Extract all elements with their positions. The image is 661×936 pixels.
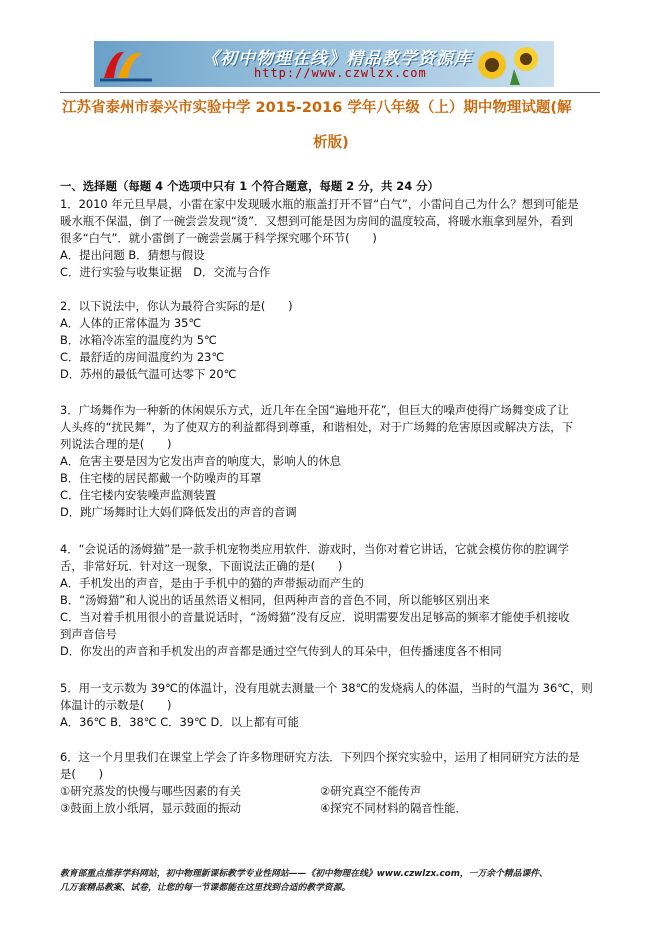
header-divider [60,92,600,93]
logo-icon [98,44,156,84]
q1-option-ab: A．提出问题 B．猜想与假设 [60,248,205,262]
q6-option-1: ①研究蒸发的快慢与哪些因素的有关 [60,784,242,798]
q6-option-2: ②研究真空不能传声 [320,784,422,798]
q4-option-c-line1: C．当对着手机用很小的音量说话时，“汤姆猫”没有反应．说明需要发出足够高的频率才能使手机接收 [60,610,570,624]
q1-line1: 1．2010 年元旦早晨，小雷在家中发现暖水瓶的瓶盖打开不冒“白气”，小雷问自己为什么？想到可能是 [60,197,579,211]
q2-option-a: A．人体的正常体温为 35℃ [60,316,202,330]
q1-line3: 很多“白气”．就小雷倒了一碗尝尝属于科学探究哪个环节( ) [60,231,377,245]
q2-option-b: B．冰箱冷冻室的温度约为 5℃ [60,333,217,347]
q6-line1: 6．这一个月里我们在课堂上学会了许多物理研究方法．下列四个探究实验中，运用了相同研究方法的是 [60,750,580,764]
q3-line2: 人头疼的“扰民舞”，为了使双方的利益都得到尊重，和谐相处，对于广场舞的危害原因或解决方法，下 [60,420,573,434]
q2-option-d: D．苏州的最低气温可达零下 20℃ [60,367,237,381]
doc-title-line1: 江苏省泰州市泰兴市实验中学 2015-2016 学年八年级（上）期中物理试题(解 [62,100,572,116]
q4-line1: 4．“会说话的汤姆猫”是一款手机宠物类应用软件．游戏时，当你对着它讲话，它就会模仿你的腔调学 [60,542,569,556]
q4-option-a: A．手机发出的声音，是由于手机中的猫的声带振动而产生的 [60,576,364,590]
q4-option-c-line2: 到声音信号 [60,627,117,641]
q3-option-a: A．危害主要是因为它发出声音的响度大，影响人的休息 [60,454,342,468]
q2-stem: 2．以下说法中，你认为最符合实际的是( ) [60,299,293,313]
q3-option-b: B．住宅楼的居民都戴一个防噪声的耳罩 [60,471,262,485]
footer-line1: 教育部重点推荐学科网站，初中物理新课标教学专业性网站——《初中物理在线》www.czwlzx.com，一万余个精品课件、 [60,869,548,879]
q6-option-4: ④探究不同材料的隔音性能． [320,801,467,815]
banner-title: 《初中物理在线》精品教学资源库 [202,49,472,69]
q6-option-3: ③鼓面上放小纸屑，显示鼓面的振动 [60,801,242,815]
q6-line2: 是( ) [60,767,104,781]
sunflower-icon [470,43,550,85]
footer-line2: 几万套精品教案、试卷，让您的每一节课都能在这里找到合适的教学资源。 [60,883,351,893]
q4-line2: 舌，非常好玩．针对这一现象，下面说法正确的是( ) [60,559,343,573]
q4-option-b: B．“汤姆猫”和人说出的话虽然语义相同，但两种声音的音色不同，所以能够区别出来 [60,593,490,607]
q1-line2: 暖水瓶不保温，倒了一碗尝尝发现“烫”．又想到可能是因为房间的温度较高，将暖水瓶拿到屋外，看到 [60,214,573,228]
doc-title-line2: 析版) [313,135,349,151]
header-banner [94,41,554,87]
q2-option-c: C．最舒适的房间温度约为 23℃ [60,350,225,364]
q3-option-d: D．跳广场舞时让大妈们降低发出的声音的音调 [60,505,297,519]
q4-option-d: D．你发出的声音和手机发出的声音都是通过空气传到人的耳朵中，但传播速度各不相同 [60,644,502,658]
q3-option-c: C．住宅楼内安装噪声监测装置 [60,488,217,502]
q5-line2: 体温计的示数是( ) [60,698,172,712]
q5-options: A．36℃ B．38℃ C．39℃ D．以上都有可能 [60,715,299,729]
q5-line1: 5．用一支示数为 39℃的体温计，没有甩就去测量一个 38℃的发烧病人的体温，当时的气温为 36℃，则 [60,681,593,695]
q3-line1: 3．广场舞作为一种新的休闲娱乐方式，近几年在全国“遍地开花”，但巨大的噪声使得广场舞变成了让 [60,403,569,417]
banner-url: http://www.czwlzx.com [254,66,427,80]
q1-option-cd: C．进行实验与收集证据 D．交流与合作 [60,265,271,279]
q3-line3: 列说法合理的是( ) [60,437,172,451]
section-heading: 一、选择题（每题 4 个选项中只有 1 个符合题意，每题 2 分，共 24 分） [60,179,439,193]
